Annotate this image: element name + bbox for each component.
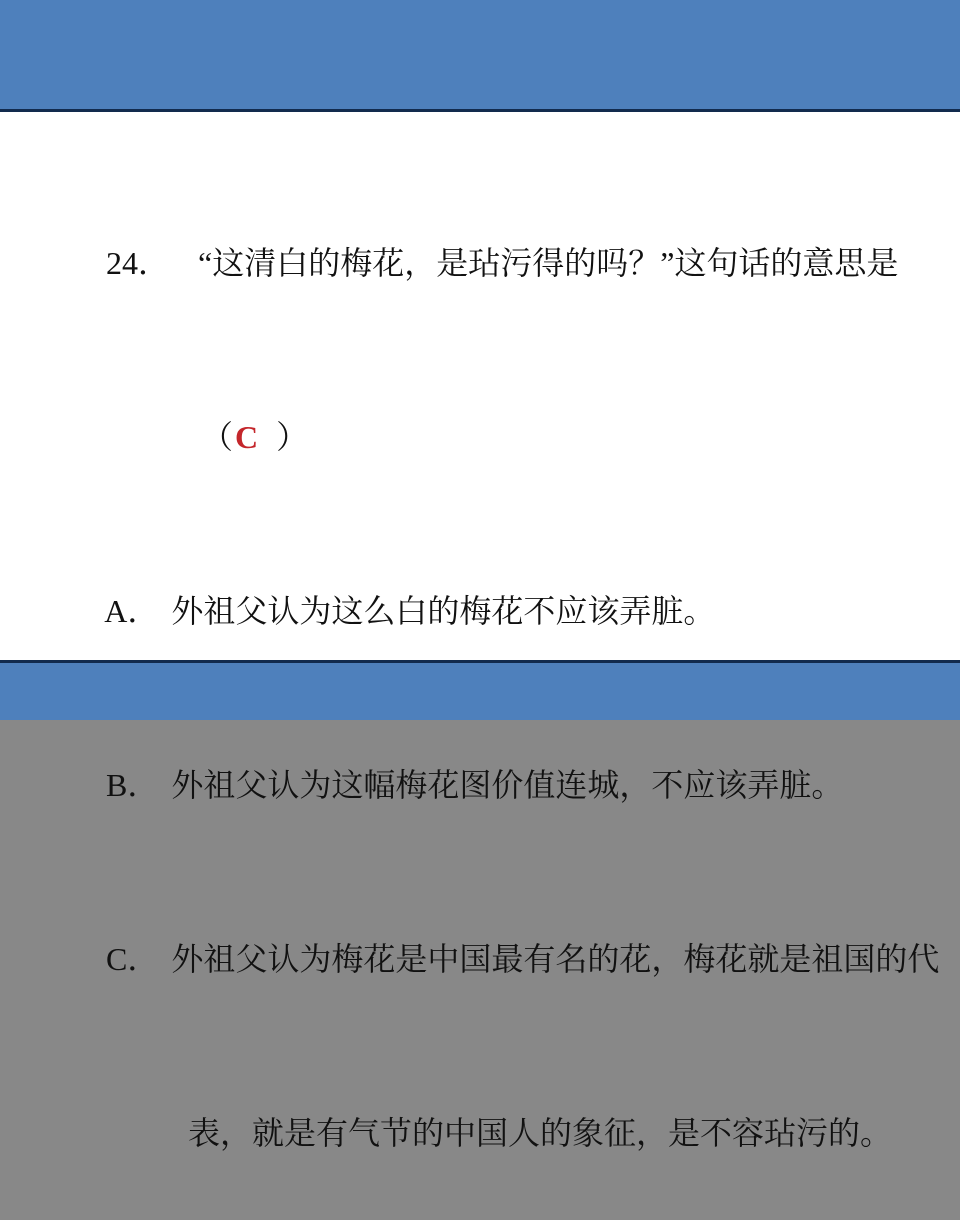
option-a-text: 外祖父认为这么白的梅花不应该弄脏。 xyxy=(171,593,716,629)
option-c-label: C． xyxy=(106,941,160,977)
option-b xyxy=(58,698,920,872)
option-c xyxy=(58,872,940,1046)
option-a-label: A． xyxy=(104,593,160,629)
option-b-text: 外祖父认为这幅梅花图价值连城，不应该弄脏。 xyxy=(171,767,844,803)
footer-band xyxy=(0,660,960,720)
question-number: 24． xyxy=(106,245,171,281)
question-text: “这清白的梅花，是玷污得的吗？”这句话的意思是 xyxy=(198,245,899,281)
answer-letter: C xyxy=(235,419,259,455)
answer-open-paren: （ xyxy=(201,419,234,455)
option-b-label: B． xyxy=(106,767,160,803)
option-c-continuation xyxy=(58,1046,920,1220)
option-c-text: 外祖父认为梅花是中国最有名的花，梅花就是祖国的代 xyxy=(171,941,940,977)
option-c-continuation-text: 表，就是有气节的中国人的象征，是不容玷污的。 xyxy=(188,1115,893,1151)
header-band xyxy=(0,0,960,112)
answer-line xyxy=(58,350,920,524)
answer-close-paren: ） xyxy=(276,419,309,455)
question-line xyxy=(58,176,920,350)
